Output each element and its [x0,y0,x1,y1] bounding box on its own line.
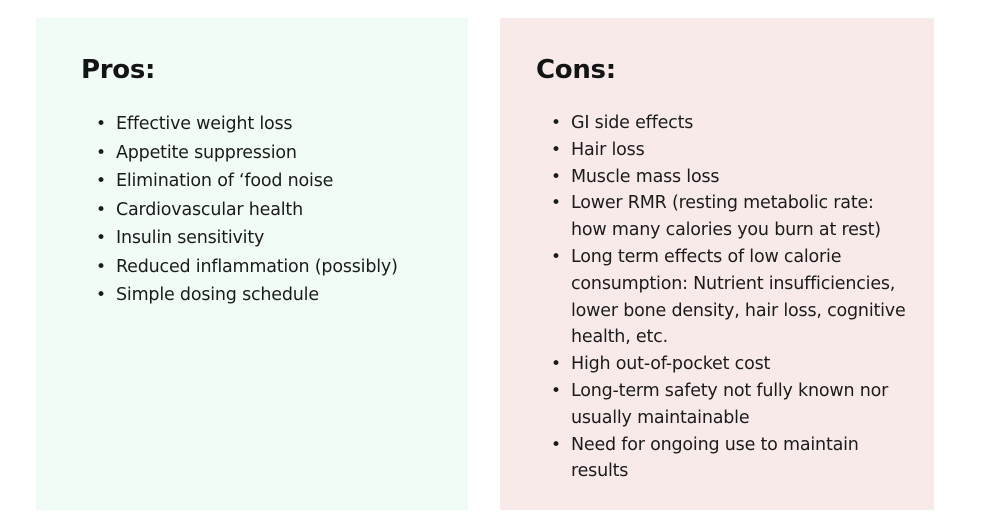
bullet-icon: • [96,142,106,163]
bullet-icon: • [551,139,561,160]
pros-panel [36,18,468,510]
list-item [551,164,906,191]
list-item [96,110,468,139]
cons-item-text: High out-of-pocket cost [571,354,771,375]
bullet-icon: • [551,166,561,187]
pros-item-text: Effective weight loss [116,114,293,134]
bullet-icon: • [96,114,106,134]
cons-item-text: Long term effects of low calorie consumption: Nutrient insufficiencies, lower bone density, hair loss, cognitive health, etc. [571,246,906,348]
list-item [96,139,468,168]
bullet-icon: • [96,171,106,191]
list-item [551,244,906,351]
bullet-icon: • [96,199,106,220]
pros-item-text: Insulin sensitivity [116,228,265,248]
list-item [96,281,468,310]
cons-heading: Cons: [536,55,616,85]
cons-item-text: Hair loss [571,139,645,160]
cons-item-text: Need for ongoing use to maintain results [571,434,859,482]
cons-item-text: GI side effects [571,113,694,133]
pros-item-text: Appetite suppression [116,142,297,163]
list-item [551,137,906,164]
cons-list [551,110,906,485]
list-item [96,196,468,225]
bullet-icon: • [96,228,106,248]
list-item [551,110,906,137]
bullet-icon: • [551,193,561,214]
bullet-icon: • [551,434,561,455]
list-item [551,432,906,486]
list-item [96,224,468,253]
pros-item-text: Reduced inflammation (possibly) [116,256,398,277]
pros-item-text: Elimination of ‘food noise [116,171,334,191]
list-item [551,378,906,432]
pros-list [96,110,468,310]
cons-panel [500,18,934,510]
bullet-icon: • [96,256,106,277]
bullet-icon: • [551,246,561,267]
list-item [551,351,906,378]
pros-item-text: Simple dosing schedule [116,285,319,305]
bullet-icon: • [551,380,561,401]
list-item [96,253,468,282]
pros-item-text: Cardiovascular health [116,199,303,220]
list-item [551,190,906,244]
cons-item-text: Lower RMR (resting metabolic rate: how many calories you burn at rest) [571,193,881,241]
bullet-icon: • [96,285,106,305]
cons-item-text: Long-term safety not fully known nor usually maintainable [571,380,889,428]
pros-heading: Pros: [81,55,156,85]
list-item [96,167,468,196]
cons-item-text: Muscle mass loss [571,166,720,187]
bullet-icon: • [551,113,561,133]
bullet-icon: • [551,354,561,375]
